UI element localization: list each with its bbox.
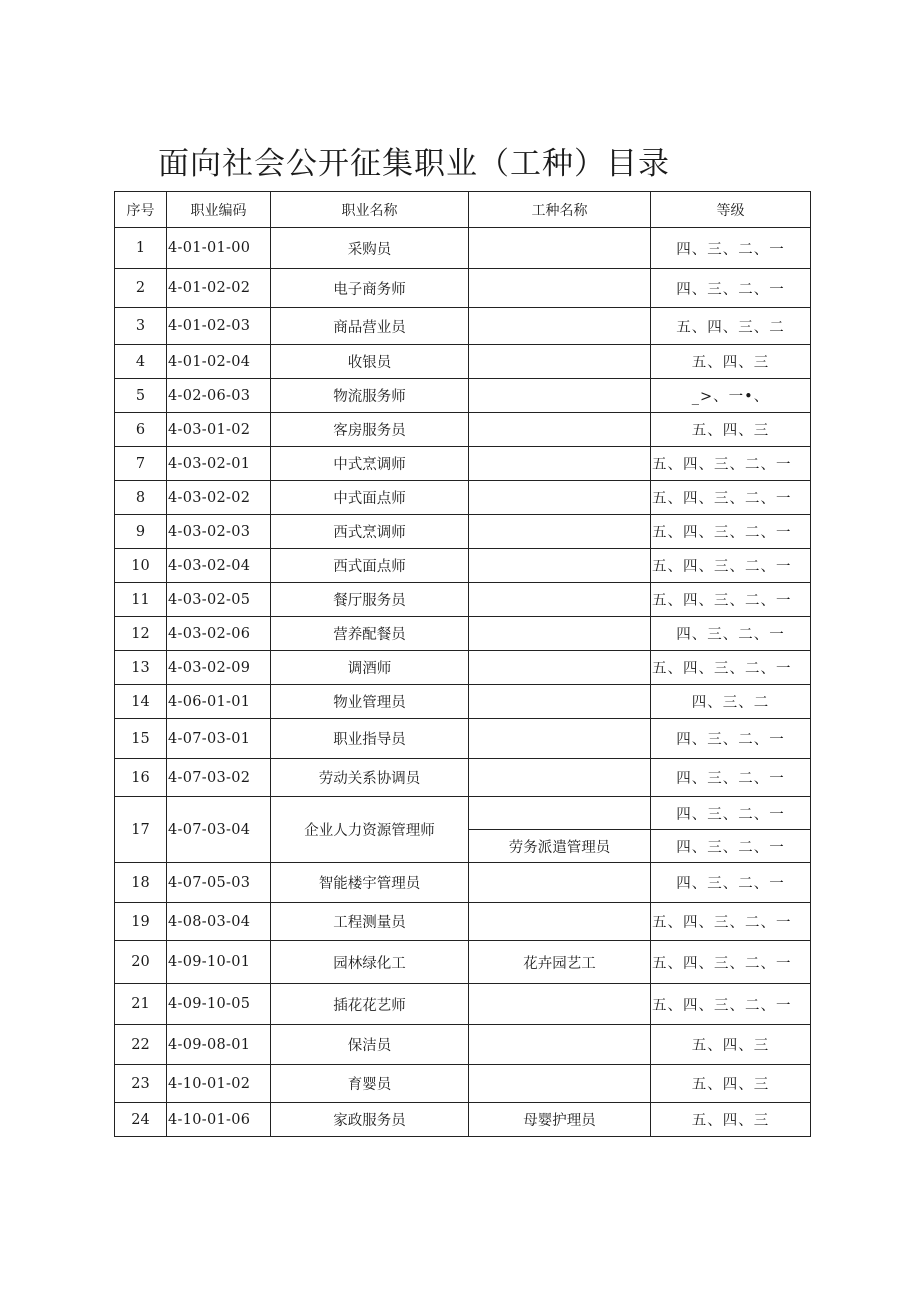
work-type: 劳务派遣管理员 bbox=[469, 830, 651, 863]
row-number: 13 bbox=[115, 651, 167, 685]
level-list: 四、三、二、一 bbox=[651, 617, 811, 651]
occupation-code: 4-03-02-02 bbox=[167, 481, 271, 515]
level-list: 四、三、二、一 bbox=[651, 719, 811, 759]
occupation-code: 4-09-10-01 bbox=[167, 941, 271, 984]
table-row bbox=[115, 941, 811, 984]
work-type bbox=[469, 1025, 651, 1065]
page-title: 面向社会公开征集职业（工种）目录 bbox=[158, 146, 670, 182]
table-row bbox=[115, 413, 811, 447]
row-number: 16 bbox=[115, 759, 167, 797]
work-type bbox=[469, 549, 651, 583]
work-type bbox=[469, 863, 651, 903]
level-list: 五、四、三、二、一 bbox=[651, 941, 811, 984]
occupation-code: 4-01-01-00 bbox=[167, 228, 271, 269]
level-list: 四、三、二、一 bbox=[651, 830, 811, 863]
work-type bbox=[469, 617, 651, 651]
work-type bbox=[469, 984, 651, 1025]
table-row bbox=[115, 308, 811, 345]
occupation-name: 智能楼宇管理员 bbox=[271, 863, 469, 903]
occupation-name: 物流服务师 bbox=[271, 379, 469, 413]
occupation-table bbox=[114, 191, 811, 1137]
occupation-name: 家政服务员 bbox=[271, 1103, 469, 1137]
work-type bbox=[469, 481, 651, 515]
row-number: 11 bbox=[115, 583, 167, 617]
work-type bbox=[469, 515, 651, 549]
work-type: 母婴护理员 bbox=[469, 1103, 651, 1137]
occupation-code: 4-07-03-04 bbox=[167, 797, 271, 863]
occupation-name: 采购员 bbox=[271, 228, 469, 269]
row-number: 18 bbox=[115, 863, 167, 903]
level-list: 五、四、三、二、一 bbox=[651, 984, 811, 1025]
header-level: 等级 bbox=[651, 192, 811, 228]
row-number: 12 bbox=[115, 617, 167, 651]
header-type: 工种名称 bbox=[469, 192, 651, 228]
occupation-name: 园林绿化工 bbox=[271, 941, 469, 984]
occupation-name: 物业管理员 bbox=[271, 685, 469, 719]
occupation-code: 4-06-01-01 bbox=[167, 685, 271, 719]
table-row bbox=[115, 685, 811, 719]
occupation-code: 4-08-03-04 bbox=[167, 903, 271, 941]
level-list: 五、四、三、二、一 bbox=[651, 447, 811, 481]
level-list: 五、四、三 bbox=[651, 1065, 811, 1103]
table-row bbox=[115, 515, 811, 549]
occupation-code: 4-10-01-06 bbox=[167, 1103, 271, 1137]
row-number: 22 bbox=[115, 1025, 167, 1065]
level-list: 四、三、二、一 bbox=[651, 863, 811, 903]
row-number: 14 bbox=[115, 685, 167, 719]
occupation-code: 4-07-03-02 bbox=[167, 759, 271, 797]
header-no: 序号 bbox=[115, 192, 167, 228]
level-list: 五、四、三 bbox=[651, 1103, 811, 1137]
level-list: 五、四、三、二 bbox=[651, 308, 811, 345]
occupation-code: 4-03-02-03 bbox=[167, 515, 271, 549]
work-type bbox=[469, 583, 651, 617]
table-row bbox=[115, 1065, 811, 1103]
work-type bbox=[469, 903, 651, 941]
work-type bbox=[469, 651, 651, 685]
row-number: 15 bbox=[115, 719, 167, 759]
table-body bbox=[115, 228, 811, 1137]
occupation-name: 育婴员 bbox=[271, 1065, 469, 1103]
row-number: 20 bbox=[115, 941, 167, 984]
table-row bbox=[115, 379, 811, 413]
occupation-name: 劳动关系协调员 bbox=[271, 759, 469, 797]
header-name: 职业名称 bbox=[271, 192, 469, 228]
level-list: 四、三、二、一 bbox=[651, 759, 811, 797]
work-type bbox=[469, 345, 651, 379]
occupation-code: 4-03-02-05 bbox=[167, 583, 271, 617]
table-row bbox=[115, 447, 811, 481]
occupation-code: 4-07-05-03 bbox=[167, 863, 271, 903]
row-number: 2 bbox=[115, 269, 167, 308]
occupation-code: 4-07-03-01 bbox=[167, 719, 271, 759]
table-row bbox=[115, 651, 811, 685]
occupation-name: 商品营业员 bbox=[271, 308, 469, 345]
level-list: 四、三、二、一 bbox=[651, 269, 811, 308]
row-number: 10 bbox=[115, 549, 167, 583]
table-row bbox=[115, 583, 811, 617]
table-row bbox=[115, 863, 811, 903]
level-list: 四、三、二 bbox=[651, 685, 811, 719]
table-row bbox=[115, 481, 811, 515]
occupation-name: 中式烹调师 bbox=[271, 447, 469, 481]
occupation-code: 4-01-02-02 bbox=[167, 269, 271, 308]
table-header-row bbox=[115, 192, 811, 228]
level-list: 五、四、三 bbox=[651, 345, 811, 379]
work-type bbox=[469, 1065, 651, 1103]
row-number: 19 bbox=[115, 903, 167, 941]
level-list: 四、三、二、一 bbox=[651, 228, 811, 269]
row-number: 4 bbox=[115, 345, 167, 379]
occupation-name: 工程测量员 bbox=[271, 903, 469, 941]
level-list: 五、四、三、二、一 bbox=[651, 549, 811, 583]
occupation-code: 4-01-02-03 bbox=[167, 308, 271, 345]
occupation-code: 4-03-01-02 bbox=[167, 413, 271, 447]
row-number: 7 bbox=[115, 447, 167, 481]
occupation-code: 4-10-01-02 bbox=[167, 1065, 271, 1103]
occupation-name: 职业指导员 bbox=[271, 719, 469, 759]
occupation-name: 客房服务员 bbox=[271, 413, 469, 447]
work-type bbox=[469, 308, 651, 345]
level-list: 五、四、三、二、一 bbox=[651, 583, 811, 617]
level-list: 五、四、三、二、一 bbox=[651, 651, 811, 685]
table-row bbox=[115, 617, 811, 651]
level-list: 四、三、二、一 bbox=[651, 797, 811, 830]
occupation-code: 4-03-02-09 bbox=[167, 651, 271, 685]
level-list: 五、四、三、二、一 bbox=[651, 481, 811, 515]
table-row bbox=[115, 903, 811, 941]
row-number: 24 bbox=[115, 1103, 167, 1137]
work-type bbox=[469, 228, 651, 269]
occupation-name: 营养配餐员 bbox=[271, 617, 469, 651]
work-type bbox=[469, 413, 651, 447]
table-row bbox=[115, 1103, 811, 1137]
occupation-name: 保洁员 bbox=[271, 1025, 469, 1065]
occupation-code: 4-03-02-04 bbox=[167, 549, 271, 583]
level-list: 五、四、三、二、一 bbox=[651, 515, 811, 549]
table-row bbox=[115, 797, 811, 830]
occupation-code: 4-03-02-01 bbox=[167, 447, 271, 481]
occupation-name: 西式烹调师 bbox=[271, 515, 469, 549]
work-type bbox=[469, 719, 651, 759]
level-list: 五、四、三 bbox=[651, 1025, 811, 1065]
level-list: 五、四、三、二、一 bbox=[651, 903, 811, 941]
occupation-name: 电子商务师 bbox=[271, 269, 469, 308]
work-type: 花卉园艺工 bbox=[469, 941, 651, 984]
row-number: 8 bbox=[115, 481, 167, 515]
row-number: 21 bbox=[115, 984, 167, 1025]
table-row bbox=[115, 269, 811, 308]
row-number: 9 bbox=[115, 515, 167, 549]
level-list: 五、四、三 bbox=[651, 413, 811, 447]
work-type bbox=[469, 759, 651, 797]
table-row bbox=[115, 759, 811, 797]
table-row bbox=[115, 1025, 811, 1065]
row-number: 17 bbox=[115, 797, 167, 863]
occupation-name: 中式面点师 bbox=[271, 481, 469, 515]
row-number: 1 bbox=[115, 228, 167, 269]
work-type bbox=[469, 379, 651, 413]
row-number: 23 bbox=[115, 1065, 167, 1103]
work-type bbox=[469, 797, 651, 830]
level-list: _>、一•、 bbox=[651, 379, 811, 413]
work-type bbox=[469, 269, 651, 308]
work-type bbox=[469, 447, 651, 481]
occupation-code: 4-01-02-04 bbox=[167, 345, 271, 379]
occupation-name: 西式面点师 bbox=[271, 549, 469, 583]
table-row bbox=[115, 984, 811, 1025]
table-row bbox=[115, 345, 811, 379]
occupation-code: 4-09-08-01 bbox=[167, 1025, 271, 1065]
row-number: 3 bbox=[115, 308, 167, 345]
occupation-name: 餐厅服务员 bbox=[271, 583, 469, 617]
occupation-code: 4-03-02-06 bbox=[167, 617, 271, 651]
header-code: 职业编码 bbox=[167, 192, 271, 228]
table-row bbox=[115, 228, 811, 269]
table-row bbox=[115, 549, 811, 583]
occupation-name: 收银员 bbox=[271, 345, 469, 379]
occupation-name: 调酒师 bbox=[271, 651, 469, 685]
table-row bbox=[115, 719, 811, 759]
row-number: 6 bbox=[115, 413, 167, 447]
work-type bbox=[469, 685, 651, 719]
occupation-name: 企业人力资源管理师 bbox=[271, 797, 469, 863]
occupation-code: 4-09-10-05 bbox=[167, 984, 271, 1025]
occupation-code: 4-02-06-03 bbox=[167, 379, 271, 413]
row-number: 5 bbox=[115, 379, 167, 413]
occupation-name: 插花花艺师 bbox=[271, 984, 469, 1025]
